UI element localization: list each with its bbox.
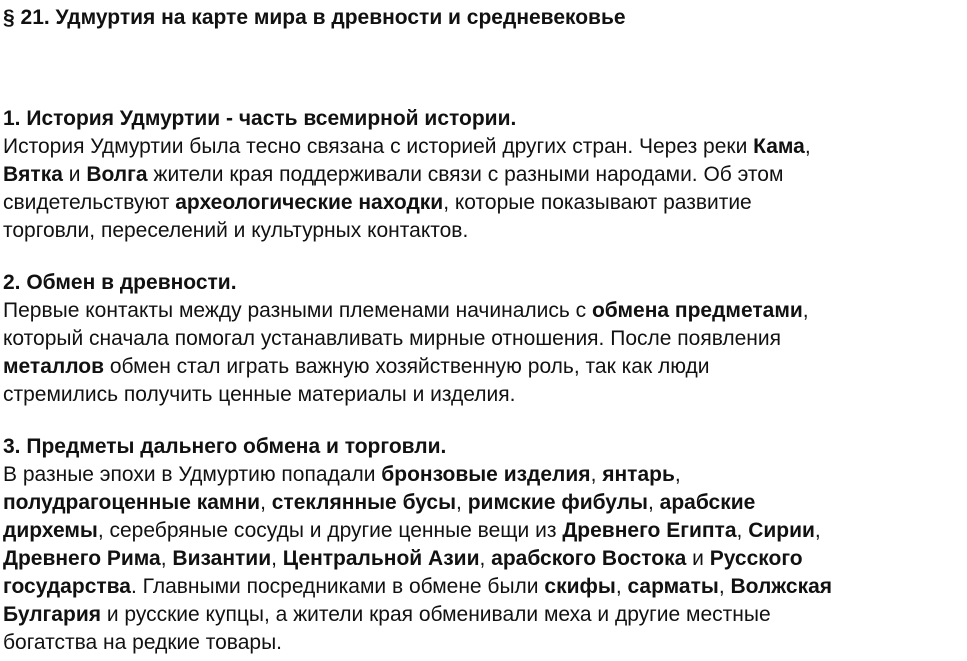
text-segment: ,	[260, 491, 272, 514]
text-segment: ,	[804, 135, 811, 158]
emphasis-text: Сирии	[748, 519, 815, 542]
emphasis-text: стеклянные бусы	[271, 491, 457, 514]
text-segment: ,	[160, 547, 173, 570]
paragraph-line	[3, 133, 963, 161]
emphasis-text: Центральной Азии	[282, 547, 480, 570]
emphasis-text: сарматы	[627, 575, 719, 598]
text-segment: ,	[802, 299, 809, 322]
page-title: § 21. Удмуртия на карте мира в древности и средневековье	[3, 6, 626, 29]
emphasis-text: янтарь	[602, 463, 675, 486]
paragraph-line	[3, 325, 963, 353]
paragraph-line	[3, 601, 963, 629]
paragraph-line	[3, 545, 963, 573]
text-segment: Первые контакты между разными племенами начинались с	[3, 299, 592, 322]
paragraph-line	[3, 353, 963, 381]
text-segment: богатства на редкие товары.	[3, 631, 283, 654]
emphasis-text: скифы	[544, 575, 616, 598]
emphasis-text: обмена предметами	[591, 299, 803, 322]
text-segment: , которые показывают развитие	[443, 191, 752, 214]
emphasis-text: арабские	[659, 491, 756, 514]
paragraph-line	[3, 189, 963, 217]
text-segment: ,	[718, 575, 731, 598]
text-segment: ,	[456, 491, 468, 514]
text-segment: и	[62, 163, 87, 186]
paragraph-line	[3, 517, 963, 545]
text-segment: . Главными посредниками в обмене были	[130, 575, 545, 598]
text-segment: ,	[647, 491, 660, 514]
text-segment: ,	[674, 463, 681, 486]
emphasis-text: государства	[3, 575, 131, 598]
text-segment: обмен стал играть важную хозяйственную роль, так как люди	[104, 355, 710, 378]
emphasis-text: Византии	[172, 547, 272, 570]
section-trade-goods	[3, 433, 963, 657]
emphasis-text: Древнего Египта	[562, 519, 737, 542]
text-segment: ,	[615, 575, 628, 598]
text-segment: и русские купцы, а жители края обменивали меха и другие местные	[100, 603, 771, 626]
section-body	[3, 133, 963, 245]
text-segment: В разные эпохи в Удмуртию попадали	[3, 463, 382, 486]
text-segment: ,	[271, 547, 283, 570]
emphasis-text: Вятка	[3, 163, 63, 186]
text-segment: и	[686, 547, 710, 570]
emphasis-text: Русского	[709, 547, 803, 570]
section-body	[3, 461, 963, 657]
emphasis-text: полудрагоценные камни	[3, 491, 261, 514]
paragraph-line	[3, 489, 963, 517]
paragraph-line	[3, 217, 963, 245]
paragraph-line	[3, 573, 963, 601]
text-segment: ,	[736, 519, 749, 542]
text-segment: свидетельствуют	[3, 191, 176, 214]
emphasis-text: Кама	[753, 135, 805, 158]
paragraph-line	[3, 381, 963, 409]
section-body	[3, 297, 963, 409]
text-segment: который сначала помогал устанавливать мирные отношения. После появления	[3, 327, 781, 350]
emphasis-text: арабского Востока	[491, 547, 687, 570]
section-heading: 3. Предметы дальнего обмена и торговли.	[3, 435, 447, 458]
emphasis-text: металлов	[3, 355, 105, 378]
section-heading: 2. Обмен в древности.	[3, 271, 237, 294]
section-exchange	[3, 269, 963, 409]
emphasis-text: римские фибулы	[467, 491, 648, 514]
emphasis-text: Волжская	[730, 575, 833, 598]
text-segment: ,	[479, 547, 492, 570]
text-segment: жители края поддерживали связи с разными народами. Об этом	[147, 163, 784, 186]
section-history	[3, 105, 963, 245]
paragraph-line	[3, 629, 963, 657]
paragraph-line	[3, 297, 963, 325]
emphasis-text: Булгария	[3, 603, 101, 626]
emphasis-text: Древнего Рима	[3, 547, 161, 570]
emphasis-text: дирхемы	[3, 519, 98, 542]
text-segment: , серебряные сосуды и другие ценные вещи из	[97, 519, 563, 542]
text-segment: История Удмуртии была тесно связана с историей других стран. Через реки	[3, 135, 754, 158]
emphasis-text: бронзовые изделия	[381, 463, 591, 486]
section-heading: 1. История Удмуртии - часть всемирной истории.	[3, 107, 517, 130]
text-segment: ,	[814, 519, 821, 542]
emphasis-text: археологические находки	[175, 191, 444, 214]
paragraph-line	[3, 461, 963, 489]
document-page	[3, 0, 963, 661]
emphasis-text: Волга	[86, 163, 148, 186]
paragraph-line	[3, 161, 963, 189]
text-segment: ,	[590, 463, 603, 486]
text-segment: стремились получить ценные материалы и изделия.	[3, 383, 516, 406]
text-segment: торговли, переселений и культурных контактов.	[3, 219, 469, 242]
